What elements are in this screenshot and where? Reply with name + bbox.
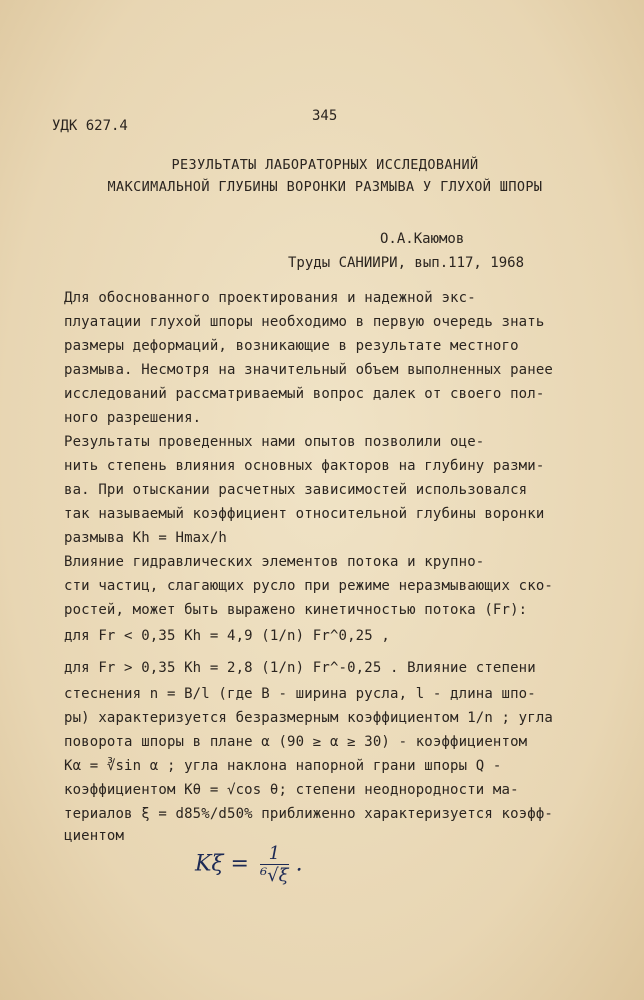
text-line: Результаты проведенных нами опытов позволили оце- (64, 434, 485, 450)
text-line: размыва Kh = Hmax/h (64, 530, 227, 546)
text-line: Влияние гидравлических элементов потока и крупно- (64, 554, 485, 570)
text-line: Для обоснованного проектирования и надежной экс- (64, 290, 476, 306)
formula-denominator: ⁶√ξ (259, 865, 289, 886)
text-line: циентом (64, 828, 125, 844)
text-line: для Fr > 0,35 Kh = 2,8 (1/n) Fr^-0,25 . Влияние степени (64, 660, 536, 676)
text-line: сти частиц, слагающих русло при режиме неразмывающих ско- (64, 578, 553, 594)
text-line: стеснения n = B/l (где B - ширина русла, l - длина шпо- (64, 686, 536, 702)
text-line: ного разрешения. (64, 410, 202, 426)
text-line: для Fr < 0,35 Kh = 4,9 (1/n) Fr^0,25 , (64, 628, 390, 644)
text-line: ва. При отыскании расчетных зависимостей использовался (64, 482, 528, 498)
source-citation: Труды САНИИРИ, вып.117, 1968 (288, 255, 525, 271)
text-line: коэффициентом Kθ = √cos θ; степени неоднородности ма- (64, 782, 519, 798)
text-line: нить степень влияния основных факторов на глубину разми- (64, 458, 545, 474)
text-line: поворота шпоры в плане α (90 ≥ α ≥ 30) - коэффициентом (64, 734, 528, 750)
author: О.А.Каюмов (380, 231, 465, 247)
text-line: исследований рассматриваемый вопрос далек от своего пол- (64, 386, 545, 402)
text-line: Kα = ∛sin α ; угла наклона напорной грани шпоры Q - (64, 758, 502, 774)
udc-code: УДК 627.4 (52, 118, 128, 134)
formula-end: . (295, 851, 303, 877)
formula-lhs: Kξ = (195, 851, 249, 877)
text-line: размыва. Несмотря на значительный объем выполненных ранее (64, 362, 553, 378)
title-line-2: МАКСИМАЛЬНОЙ ГЛУБИНЫ ВОРОНКИ РАЗМЫВА У ГЛУХОЙ ШПОРЫ (107, 179, 543, 195)
text-line: так называемый коэффициент относительной глубины воронки (64, 506, 545, 522)
formula-fraction (260, 843, 289, 886)
page-number: 345 (312, 108, 338, 124)
text-line: териалов ξ = d85%/d50% приближенно характеризуется коэфф- (64, 806, 553, 822)
text-line: ростей, может быть выражено кинетичностью потока (Fr): (64, 602, 528, 618)
title-line-1: РЕЗУЛЬТАТЫ ЛАБОРАТОРНЫХ ИССЛЕДОВАНИЙ (171, 157, 479, 173)
text-line: плуатации глухой шпоры необходимо в первую очередь знать (64, 314, 545, 330)
formula-numerator: 1 (260, 843, 289, 865)
formula-k-xi (195, 843, 303, 886)
text-line: размеры деформаций, возникающие в результате местного (64, 338, 519, 354)
text-line: ры) характеризуется безразмерным коэффициентом 1/n ; угла (64, 710, 553, 726)
